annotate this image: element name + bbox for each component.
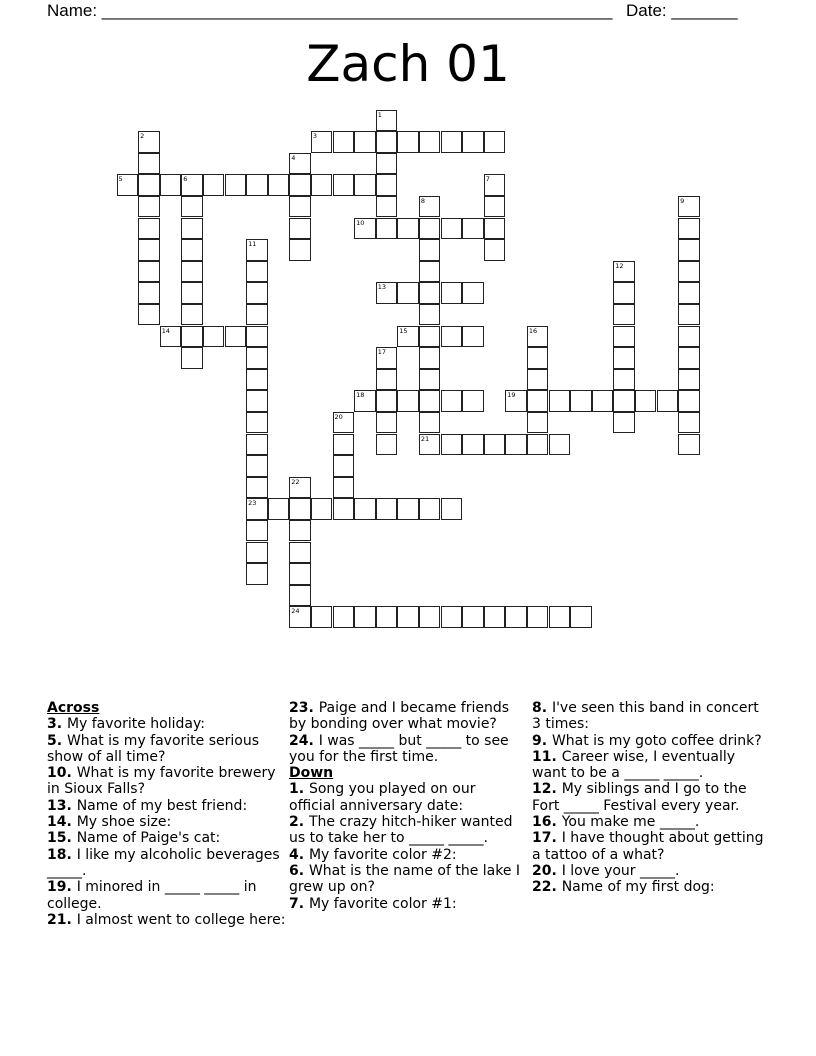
grid-cell[interactable] bbox=[289, 585, 311, 607]
grid-cell[interactable] bbox=[160, 326, 182, 348]
grid-cell[interactable] bbox=[289, 239, 311, 261]
grid-cell[interactable] bbox=[505, 434, 527, 456]
clue-number: 17. bbox=[532, 830, 562, 847]
grid-cell[interactable] bbox=[419, 282, 441, 304]
clue-text: Name of Paige's cat: bbox=[76, 830, 221, 847]
clue-down-17 bbox=[532, 830, 772, 863]
grid-cell[interactable] bbox=[419, 239, 441, 261]
clue-across-15 bbox=[47, 830, 287, 846]
grid-cell[interactable] bbox=[203, 174, 225, 196]
cell-number: 24 bbox=[291, 607, 300, 616]
grid-cell[interactable] bbox=[354, 498, 376, 520]
clue-text: My siblings and I go to the Fort _____ Festival every year. bbox=[532, 781, 747, 814]
cell-number: 6 bbox=[183, 175, 188, 184]
grid-cell[interactable] bbox=[441, 218, 463, 240]
grid-cell[interactable] bbox=[333, 131, 355, 153]
grid-cell[interactable] bbox=[419, 390, 441, 412]
grid-cell[interactable] bbox=[289, 153, 311, 175]
grid-cell[interactable] bbox=[549, 434, 571, 456]
grid-cell[interactable] bbox=[354, 606, 376, 628]
grid-cell[interactable] bbox=[484, 218, 506, 240]
clue-across-13 bbox=[47, 798, 287, 814]
grid-cell[interactable] bbox=[419, 412, 441, 434]
clue-number: 8. bbox=[532, 700, 552, 716]
grid-cell[interactable] bbox=[678, 218, 700, 240]
grid-cell[interactable] bbox=[181, 304, 203, 326]
clue-text: What is my goto coffee drink? bbox=[551, 732, 762, 749]
grid-cell[interactable] bbox=[138, 153, 160, 175]
grid-cell[interactable] bbox=[397, 390, 419, 412]
clues-column-1 bbox=[47, 700, 287, 928]
grid-cell[interactable] bbox=[613, 369, 635, 391]
grid-cell[interactable] bbox=[678, 369, 700, 391]
grid-cell[interactable] bbox=[419, 326, 441, 348]
grid-cell[interactable] bbox=[246, 563, 268, 585]
grid-cell[interactable] bbox=[441, 390, 463, 412]
grid-cell[interactable] bbox=[678, 239, 700, 261]
clue-down-6 bbox=[289, 863, 525, 896]
grid-cell[interactable] bbox=[441, 606, 463, 628]
grid-cell[interactable] bbox=[441, 282, 463, 304]
cell-number: 22 bbox=[291, 477, 300, 486]
clue-down-9 bbox=[532, 733, 772, 749]
grid-cell[interactable] bbox=[225, 326, 247, 348]
date-field[interactable]: Date: _______ bbox=[626, 1, 738, 20]
clue-across-14 bbox=[47, 814, 287, 830]
grid-cell[interactable] bbox=[289, 498, 311, 520]
grid-cell[interactable] bbox=[181, 326, 203, 348]
grid-cell[interactable] bbox=[376, 110, 398, 132]
grid-cell[interactable] bbox=[203, 326, 225, 348]
grid-cell[interactable] bbox=[376, 369, 398, 391]
grid-cell[interactable] bbox=[613, 390, 635, 412]
grid-cell[interactable] bbox=[246, 261, 268, 283]
clue-down-16 bbox=[532, 814, 772, 830]
grid-cell[interactable] bbox=[333, 455, 355, 477]
grid-cell[interactable] bbox=[181, 239, 203, 261]
grid-cell[interactable] bbox=[613, 347, 635, 369]
grid-cell[interactable] bbox=[311, 174, 333, 196]
clue-number: 7. bbox=[289, 895, 309, 912]
cell-number: 3 bbox=[312, 132, 318, 141]
grid-cell[interactable] bbox=[246, 326, 268, 348]
grid-cell[interactable] bbox=[181, 174, 203, 196]
grid-cell[interactable] bbox=[419, 261, 441, 283]
grid-cell[interactable] bbox=[397, 498, 419, 520]
grid-cell[interactable] bbox=[354, 218, 376, 240]
grid-cell[interactable] bbox=[592, 390, 614, 412]
grid-cell[interactable] bbox=[376, 390, 398, 412]
clue-text: I've seen this band in concert 3 times: bbox=[532, 700, 759, 733]
clue-across-19 bbox=[47, 879, 287, 912]
grid-cell[interactable] bbox=[678, 326, 700, 348]
clue-number: 6. bbox=[289, 862, 309, 879]
grid-cell[interactable] bbox=[397, 326, 419, 348]
clue-text: I love your _____. bbox=[561, 862, 680, 879]
grid-cell[interactable] bbox=[527, 434, 549, 456]
grid-cell[interactable] bbox=[354, 131, 376, 153]
clue-down-1 bbox=[289, 781, 525, 814]
cell-number: 14 bbox=[161, 326, 170, 335]
cell-number: 12 bbox=[615, 261, 624, 270]
page-title: Zach 01 bbox=[306, 35, 510, 93]
grid-cell[interactable] bbox=[376, 282, 398, 304]
grid-cell[interactable] bbox=[376, 347, 398, 369]
grid-cell[interactable] bbox=[441, 434, 463, 456]
grid-cell[interactable] bbox=[419, 498, 441, 520]
clue-number: 18. bbox=[47, 846, 77, 863]
grid-cell[interactable] bbox=[138, 239, 160, 261]
grid-cell[interactable] bbox=[333, 412, 355, 434]
grid-cell[interactable] bbox=[289, 520, 311, 542]
grid-cell[interactable] bbox=[527, 606, 549, 628]
grid-cell[interactable] bbox=[419, 304, 441, 326]
grid-cell[interactable] bbox=[527, 369, 549, 391]
grid-cell[interactable] bbox=[376, 498, 398, 520]
grid-cell[interactable] bbox=[181, 347, 203, 369]
clue-number: 3. bbox=[47, 716, 67, 733]
clues-column-2 bbox=[289, 700, 525, 912]
clue-across-5 bbox=[47, 733, 287, 766]
grid-cell[interactable] bbox=[484, 434, 506, 456]
clue-text: I like my alcoholic beverages _____. bbox=[47, 846, 280, 879]
clue-text: My favorite color #2: bbox=[308, 846, 457, 863]
clue-number: 2. bbox=[289, 814, 309, 831]
grid-cell[interactable] bbox=[246, 390, 268, 412]
grid-cell[interactable] bbox=[138, 304, 160, 326]
clue-text: My favorite color #1: bbox=[308, 895, 457, 912]
grid-cell[interactable] bbox=[462, 434, 484, 456]
grid-cell[interactable] bbox=[549, 606, 571, 628]
clue-text: My favorite holiday: bbox=[66, 716, 205, 733]
grid-cell[interactable] bbox=[311, 606, 333, 628]
grid-cell[interactable] bbox=[138, 282, 160, 304]
grid-cell[interactable] bbox=[354, 174, 376, 196]
grid-cell[interactable] bbox=[117, 174, 139, 196]
cell-number: 23 bbox=[248, 499, 257, 508]
grid-cell[interactable] bbox=[181, 196, 203, 218]
clue-text: Paige and I became friends by bonding over what movie? bbox=[289, 700, 510, 733]
grid-cell[interactable] bbox=[678, 412, 700, 434]
clue-down-8 bbox=[532, 700, 772, 733]
grid-cell[interactable] bbox=[246, 282, 268, 304]
cell-number: 5 bbox=[118, 175, 123, 184]
grid-cell[interactable] bbox=[138, 218, 160, 240]
clue-text: What is my favorite brewery in Sioux Falls? bbox=[47, 765, 276, 798]
grid-cell[interactable] bbox=[678, 390, 700, 412]
grid-cell[interactable] bbox=[419, 369, 441, 391]
grid-cell[interactable] bbox=[462, 326, 484, 348]
grid-cell[interactable] bbox=[441, 498, 463, 520]
grid-cell[interactable] bbox=[678, 434, 700, 456]
grid-cell[interactable] bbox=[246, 412, 268, 434]
grid-cell[interactable] bbox=[289, 174, 311, 196]
grid-cell[interactable] bbox=[289, 606, 311, 628]
clue-across-21 bbox=[47, 912, 287, 928]
grid-cell[interactable] bbox=[246, 369, 268, 391]
cell-number: 1 bbox=[377, 110, 382, 119]
clue-text: You make me _____. bbox=[561, 814, 700, 831]
grid-cell[interactable] bbox=[484, 174, 506, 196]
clue-number: 9. bbox=[532, 732, 552, 749]
grid-cell[interactable] bbox=[397, 606, 419, 628]
grid-cell[interactable] bbox=[246, 304, 268, 326]
clue-across-24 bbox=[289, 733, 525, 766]
clue-down-2 bbox=[289, 814, 525, 847]
grid-cell[interactable] bbox=[678, 347, 700, 369]
grid-cell[interactable] bbox=[462, 282, 484, 304]
grid-cell[interactable] bbox=[138, 261, 160, 283]
clue-text: Song you played on our official anniversary date: bbox=[289, 781, 476, 814]
grid-cell[interactable] bbox=[181, 282, 203, 304]
clue-number: 22. bbox=[532, 879, 562, 896]
clue-text: I minored in _____ _____ in college. bbox=[47, 879, 257, 912]
cell-number: 17 bbox=[377, 348, 386, 357]
clue-number: 12. bbox=[532, 781, 562, 798]
clue-number: 23. bbox=[289, 700, 319, 716]
grid-cell[interactable] bbox=[376, 196, 398, 218]
clue-text: What is the name of the lake I grew up on? bbox=[289, 862, 521, 896]
grid-cell[interactable] bbox=[376, 153, 398, 175]
grid-cell[interactable] bbox=[311, 498, 333, 520]
grid-cell[interactable] bbox=[289, 542, 311, 564]
grid-cell[interactable] bbox=[376, 412, 398, 434]
grid-cell[interactable] bbox=[138, 196, 160, 218]
cell-number: 4 bbox=[291, 153, 296, 162]
grid-cell[interactable] bbox=[462, 131, 484, 153]
clue-number: 11. bbox=[532, 748, 562, 765]
clue-number: 24. bbox=[289, 732, 319, 749]
grid-cell[interactable] bbox=[527, 347, 549, 369]
clue-text: I almost went to college here: bbox=[76, 911, 286, 928]
cell-number: 8 bbox=[420, 196, 426, 205]
clue-number: 13. bbox=[47, 797, 77, 814]
cell-number: 15 bbox=[399, 326, 408, 335]
grid-cell[interactable] bbox=[160, 174, 182, 196]
cell-number: 7 bbox=[485, 175, 490, 184]
grid-cell[interactable] bbox=[181, 218, 203, 240]
clue-text: I was _____ but _____ to see you for the first time. bbox=[289, 732, 509, 765]
grid-cell[interactable] bbox=[678, 261, 700, 283]
clue-number: 20. bbox=[532, 862, 562, 879]
grid-cell[interactable] bbox=[181, 261, 203, 283]
across-heading: Across bbox=[47, 700, 100, 716]
grid-cell[interactable] bbox=[462, 606, 484, 628]
grid-cell[interactable] bbox=[376, 434, 398, 456]
clue-number: 4. bbox=[289, 846, 309, 863]
grid-cell[interactable] bbox=[484, 196, 506, 218]
grid-cell[interactable] bbox=[419, 347, 441, 369]
cell-number: 18 bbox=[356, 391, 365, 400]
clues-column-3 bbox=[532, 700, 772, 896]
grid-cell[interactable] bbox=[311, 131, 333, 153]
grid-cell[interactable] bbox=[462, 218, 484, 240]
grid-cell[interactable] bbox=[289, 563, 311, 585]
grid-cell[interactable] bbox=[527, 326, 549, 348]
grid-cell[interactable] bbox=[138, 131, 160, 153]
clue-text: Career wise, I eventually want to be a _____ _____. bbox=[532, 748, 736, 782]
clue-down-11 bbox=[532, 749, 772, 782]
cell-number: 9 bbox=[680, 196, 685, 205]
down-heading: Down bbox=[289, 765, 334, 782]
grid-cell[interactable] bbox=[484, 606, 506, 628]
grid-cell[interactable] bbox=[333, 477, 355, 499]
clue-down-20 bbox=[532, 863, 772, 879]
name-field[interactable]: Name: ______________________________________________________ bbox=[47, 1, 613, 20]
clue-text: I have thought about getting a tattoo of a what? bbox=[532, 830, 764, 863]
cell-number: 10 bbox=[356, 218, 365, 227]
cell-number: 20 bbox=[334, 412, 343, 421]
clue-number: 5. bbox=[47, 732, 67, 749]
grid-cell[interactable] bbox=[678, 196, 700, 218]
grid-cell[interactable] bbox=[333, 434, 355, 456]
grid-cell[interactable] bbox=[246, 520, 268, 542]
clue-down-12 bbox=[532, 781, 772, 814]
clue-number: 21. bbox=[47, 911, 77, 928]
grid-cell[interactable] bbox=[397, 131, 419, 153]
grid-cell[interactable] bbox=[441, 131, 463, 153]
clue-text: My shoe size: bbox=[76, 814, 172, 831]
grid-cell[interactable] bbox=[462, 390, 484, 412]
grid-cell[interactable] bbox=[333, 498, 355, 520]
grid-cell[interactable] bbox=[225, 174, 247, 196]
clue-down-7 bbox=[289, 896, 525, 912]
grid-cell[interactable] bbox=[246, 174, 268, 196]
grid-cell[interactable] bbox=[527, 412, 549, 434]
grid-cell[interactable] bbox=[376, 218, 398, 240]
grid-cell[interactable] bbox=[289, 218, 311, 240]
grid-cell[interactable] bbox=[246, 542, 268, 564]
clue-number: 14. bbox=[47, 814, 77, 831]
clue-text: Name of my best friend: bbox=[76, 797, 248, 814]
grid-cell[interactable] bbox=[397, 218, 419, 240]
clue-across-23 bbox=[289, 700, 525, 733]
clue-number: 15. bbox=[47, 830, 77, 847]
grid-cell[interactable] bbox=[354, 390, 376, 412]
cell-number: 2 bbox=[140, 132, 145, 141]
grid-cell[interactable] bbox=[246, 498, 268, 520]
clue-across-18 bbox=[47, 847, 287, 880]
clue-number: 1. bbox=[289, 781, 309, 798]
clue-number: 19. bbox=[47, 879, 77, 896]
cell-number: 11 bbox=[248, 240, 257, 249]
grid-cell[interactable] bbox=[549, 390, 571, 412]
grid-cell[interactable] bbox=[246, 455, 268, 477]
grid-cell[interactable] bbox=[333, 606, 355, 628]
clue-down-22 bbox=[532, 879, 772, 895]
grid-cell[interactable] bbox=[419, 606, 441, 628]
cell-number: 16 bbox=[528, 326, 538, 335]
grid-cell[interactable] bbox=[570, 606, 592, 628]
grid-cell[interactable] bbox=[505, 606, 527, 628]
grid-cell[interactable] bbox=[289, 477, 311, 499]
cell-number: 13 bbox=[377, 283, 386, 292]
grid-cell[interactable] bbox=[333, 174, 355, 196]
grid-cell[interactable] bbox=[613, 304, 635, 326]
grid-cell[interactable] bbox=[613, 412, 635, 434]
grid-cell[interactable] bbox=[376, 131, 398, 153]
clue-down-4 bbox=[289, 847, 525, 863]
grid-cell[interactable] bbox=[505, 390, 527, 412]
grid-cell[interactable] bbox=[138, 174, 160, 196]
clue-text: The crazy hitch-hiker wanted us to take her to _____ _____. bbox=[289, 814, 513, 847]
grid-cell[interactable] bbox=[376, 174, 398, 196]
grid-cell[interactable] bbox=[678, 282, 700, 304]
cell-number: 19 bbox=[507, 391, 516, 400]
grid-cell[interactable] bbox=[419, 196, 441, 218]
grid-cell[interactable] bbox=[376, 606, 398, 628]
grid-cell[interactable] bbox=[527, 390, 549, 412]
grid-cell[interactable] bbox=[441, 326, 463, 348]
grid-cell[interactable] bbox=[635, 390, 657, 412]
grid-cell[interactable] bbox=[570, 390, 592, 412]
grid-cell[interactable] bbox=[246, 477, 268, 499]
grid-cell[interactable] bbox=[246, 347, 268, 369]
grid-cell[interactable] bbox=[268, 498, 290, 520]
clue-text: Name of my first dog: bbox=[561, 879, 715, 896]
clue-number: 16. bbox=[532, 814, 562, 831]
grid-cell[interactable] bbox=[397, 282, 419, 304]
grid-cell[interactable] bbox=[678, 304, 700, 326]
grid-cell[interactable] bbox=[484, 131, 506, 153]
grid-cell[interactable] bbox=[419, 218, 441, 240]
clue-text: What is my favorite serious show of all time? bbox=[47, 732, 260, 765]
cell-number: 21 bbox=[420, 434, 430, 443]
clue-number: 10. bbox=[47, 765, 77, 782]
clue-across-10 bbox=[47, 765, 287, 798]
grid-cell[interactable] bbox=[246, 239, 268, 261]
grid-cell[interactable] bbox=[419, 434, 441, 456]
grid-cell[interactable] bbox=[657, 390, 679, 412]
grid-cell[interactable] bbox=[268, 174, 290, 196]
clue-across-3 bbox=[47, 716, 287, 732]
grid-cell[interactable] bbox=[484, 239, 506, 261]
grid-cell[interactable] bbox=[246, 434, 268, 456]
grid-cell[interactable] bbox=[613, 261, 635, 283]
grid-cell[interactable] bbox=[613, 326, 635, 348]
grid-cell[interactable] bbox=[289, 196, 311, 218]
grid-cell[interactable] bbox=[613, 282, 635, 304]
grid-cell[interactable] bbox=[419, 131, 441, 153]
